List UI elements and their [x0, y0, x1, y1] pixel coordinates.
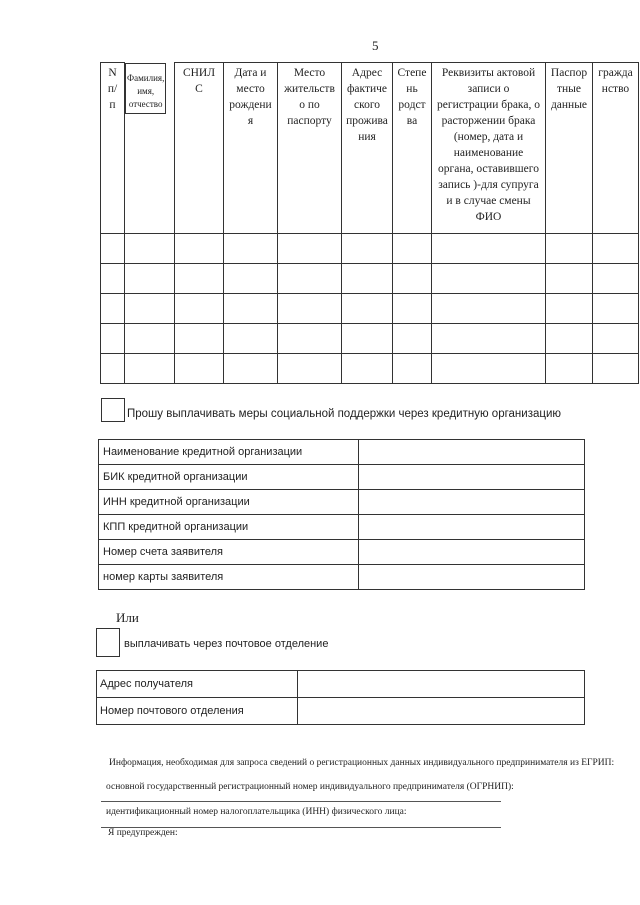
table-cell[interactable] [125, 324, 175, 354]
table-cell[interactable] [593, 264, 639, 294]
table-cell[interactable] [175, 324, 224, 354]
header-line: паспорту [287, 115, 332, 127]
table-cell[interactable] [546, 294, 593, 324]
table-cell[interactable] [224, 324, 278, 354]
table-row [101, 354, 639, 384]
table-cell[interactable] [278, 264, 342, 294]
bank-details-table [98, 439, 585, 590]
table-cell[interactable] [125, 264, 175, 294]
table-cell[interactable] [278, 354, 342, 384]
table-cell[interactable] [546, 354, 593, 384]
table-cell[interactable] [593, 324, 639, 354]
header-line: (номер, дата и [453, 131, 524, 143]
header-line: нь [406, 83, 418, 95]
table-cell[interactable] [224, 354, 278, 384]
bank-row-label: Номер счета заявителя [99, 540, 359, 565]
bank-option-label: Прошу выплачивать меры социальной поддержки через кредитную организацию [127, 408, 562, 420]
header-line: п [109, 99, 116, 111]
header-line: Место [293, 67, 326, 79]
bank-row-value[interactable] [359, 565, 585, 590]
header-line: отчество [128, 98, 163, 109]
table-cell[interactable] [125, 294, 175, 324]
table-cell[interactable] [342, 324, 393, 354]
header-line: органа, оставившего [438, 163, 539, 175]
header-snils [175, 63, 224, 234]
post-option-checkbox[interactable] [96, 628, 120, 657]
table-header-row [101, 63, 639, 234]
table-cell[interactable] [342, 354, 393, 384]
table-cell[interactable] [546, 234, 593, 264]
header-line: фактиче [346, 83, 388, 95]
header-line: Паспор [550, 67, 588, 79]
header-line: записи о [467, 83, 510, 95]
table-cell[interactable] [393, 234, 432, 264]
table-cell[interactable] [432, 294, 546, 324]
table-cell[interactable] [101, 294, 125, 324]
table-cell[interactable] [393, 264, 432, 294]
bank-row-value[interactable] [359, 515, 585, 540]
header-line: рождени [229, 99, 272, 111]
table-cell[interactable] [546, 324, 593, 354]
header-line: Степе [397, 67, 427, 79]
table-cell[interactable] [101, 354, 125, 384]
bank-row-label: БИК кредитной организации [99, 465, 359, 490]
table-cell[interactable] [593, 294, 639, 324]
table-cell[interactable] [432, 234, 546, 264]
header-line: СНИЛ [182, 67, 216, 79]
header-line: Дата и [234, 67, 267, 79]
bank-row-value[interactable] [359, 490, 585, 515]
header-line: тные [556, 83, 581, 95]
post-details-table [96, 670, 585, 725]
table-row [101, 234, 639, 264]
table-cell[interactable] [175, 294, 224, 324]
table-cell[interactable] [175, 264, 224, 294]
header-line: прожива [346, 115, 388, 127]
bank-row [99, 540, 585, 565]
header-passport [546, 63, 593, 234]
header-line: гражда [598, 67, 633, 79]
header-citizenship [593, 63, 639, 234]
bank-option-checkbox[interactable] [101, 398, 125, 422]
ogrnip-line[interactable] [101, 801, 501, 802]
header-line: данные [550, 99, 588, 111]
table-cell[interactable] [175, 354, 224, 384]
header-line: и в случае смены [446, 195, 531, 207]
header-line: место [236, 83, 265, 95]
bank-row-label: КПП кредитной организации [99, 515, 359, 540]
header-birth [224, 63, 278, 234]
ogrnip-label: основной государственный регистрационный номер индивидуального предпринимателя (ОГРНИП): [106, 782, 514, 792]
bank-row [99, 515, 585, 540]
bank-row [99, 565, 585, 590]
table-cell[interactable] [125, 234, 175, 264]
header-actual-address [342, 63, 393, 234]
table-cell[interactable] [432, 354, 546, 384]
header-line: жительств [284, 83, 335, 95]
warned-label: Я предупрежден: [108, 828, 178, 838]
table-cell[interactable] [342, 264, 393, 294]
header-line: наименование [453, 147, 524, 159]
header-line: имя, [137, 85, 155, 96]
header-line: я [247, 115, 254, 127]
table-cell[interactable] [101, 324, 125, 354]
header-line: ва [406, 115, 418, 127]
table-cell[interactable] [278, 324, 342, 354]
or-label: Или [116, 610, 139, 625]
post-option-label: выплачивать через почтовое отделение [124, 638, 329, 650]
table-cell[interactable] [224, 234, 278, 264]
bank-row-value[interactable] [359, 465, 585, 490]
header-residence [278, 63, 342, 234]
header-line: Адрес [351, 67, 383, 79]
table-cell[interactable] [342, 294, 393, 324]
post-row-value[interactable] [298, 671, 585, 698]
table-cell[interactable] [342, 234, 393, 264]
table-cell[interactable] [393, 354, 432, 384]
table-cell[interactable] [224, 294, 278, 324]
table-cell[interactable] [432, 264, 546, 294]
table-cell[interactable] [101, 264, 125, 294]
header-line: расторжении брака [441, 115, 536, 127]
table-cell[interactable] [278, 234, 342, 264]
bank-row [99, 440, 585, 465]
table-cell[interactable] [393, 294, 432, 324]
header-line: ского [353, 99, 381, 111]
header-marriage-record [432, 63, 546, 234]
header-number [101, 63, 125, 234]
table-cell[interactable] [101, 234, 125, 264]
table-cell[interactable] [546, 264, 593, 294]
page-number: 5 [372, 38, 379, 53]
header-line: нство [601, 83, 630, 95]
header-line: ния [358, 131, 376, 143]
header-line: родст [398, 99, 426, 111]
table-cell[interactable] [224, 264, 278, 294]
post-row-label: Адрес получателя [97, 671, 298, 698]
table-row [101, 264, 639, 294]
post-row-label: Номер почтового отделения [97, 698, 298, 725]
table-cell[interactable] [393, 324, 432, 354]
bank-row-value[interactable] [359, 440, 585, 465]
table-cell[interactable] [593, 354, 639, 384]
bank-row-value[interactable] [359, 540, 585, 565]
header-line: регистрации брака, о [437, 99, 540, 111]
post-row [97, 671, 585, 698]
post-row-value[interactable] [298, 698, 585, 725]
egrip-intro: Информация, необходимая для запроса сведений о регистрационных данных индивидуального предпринимателя из ЕГРИП: [109, 758, 615, 768]
bank-row [99, 465, 585, 490]
header-line: Реквизиты актовой [441, 67, 536, 79]
header-line: п/ [107, 83, 118, 95]
post-row [97, 698, 585, 725]
table-cell[interactable] [593, 234, 639, 264]
header-line: N [108, 67, 117, 79]
family-members-table [100, 62, 639, 384]
table-cell[interactable] [432, 324, 546, 354]
header-kinship [393, 63, 432, 234]
table-row [101, 294, 639, 324]
bank-row-label: Наименование кредитной организации [99, 440, 359, 465]
header-line: ФИО [475, 211, 502, 223]
inn-label: идентификационный номер налогоплательщика (ИНН) физического лица: [106, 807, 407, 817]
header-line: запись )-для супруга [438, 179, 539, 191]
table-row [101, 324, 639, 354]
bank-row [99, 490, 585, 515]
bank-row-label: номер карты заявителя [99, 565, 359, 590]
table-cell[interactable] [278, 294, 342, 324]
bank-row-label: ИНН кредитной организации [99, 490, 359, 515]
table-cell[interactable] [125, 354, 175, 384]
header-line: С [195, 83, 203, 95]
header-line: Фамилия, [127, 72, 165, 83]
table-cell[interactable] [175, 234, 224, 264]
header-line: о по [299, 99, 320, 111]
header-fio [125, 63, 166, 114]
